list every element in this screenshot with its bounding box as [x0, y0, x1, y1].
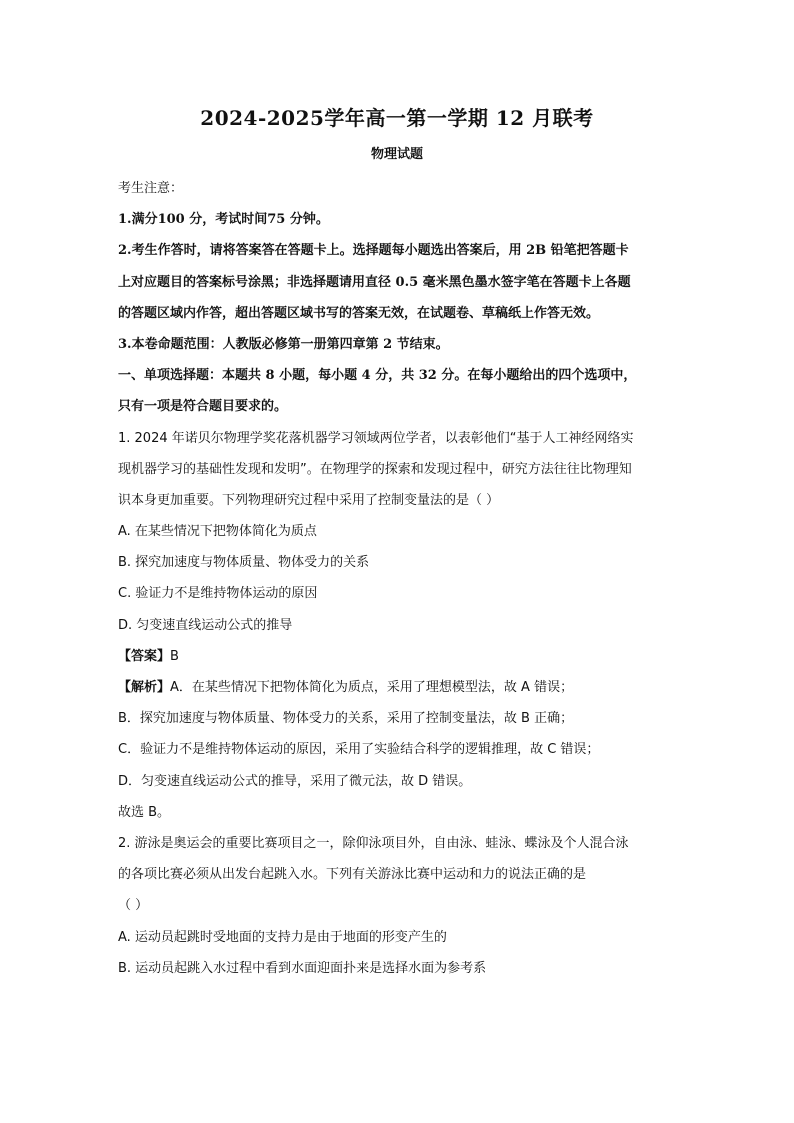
notice-heading: 考生注意：	[118, 181, 184, 196]
answer-tag: 【答案】	[118, 648, 171, 664]
notice-item: 2.考生作答时，请将答案答在答题卡上。选择题每小题选出答案后，用 2B 铅笔把答题卡	[118, 243, 629, 259]
question-stem-line: 1. 2024 年诺贝尔物理学奖花落机器学习领域两位学者，以表彰他们“基于人工神经网络实	[118, 430, 634, 446]
question-stem-line: 2. 游泳是奥运会的重要比赛项目之一，除仰泳项目外，自由泳、蛙泳、蝶泳及个人混合泳	[118, 835, 629, 851]
document-body	[118, 173, 678, 984]
question-stem-line: 现机器学习的基础性发现和发明”。在物理学的探索和发现过程中，研究方法往往比物理知	[118, 461, 632, 477]
page-title: 2024-2025学年高一第一学期 12 月联考	[200, 106, 594, 130]
page-subtitle: 物理试题	[370, 147, 423, 162]
analysis-text: C．验证力不是维持物体运动的原因，采用了实验结合科学的逻辑推理，故 C 错误；	[118, 742, 600, 758]
analysis-text: A．在某些情况下把物体简化为质点，采用了理想模型法，故 A 错误；	[170, 680, 574, 695]
analysis-line	[118, 672, 678, 703]
analysis-text: B．探究加速度与物体质量、物体受力的关系，采用了控制变量法，故 B 正确；	[118, 711, 574, 727]
analysis-tag: 【解析】	[118, 680, 171, 695]
question-stem-line: （ ）	[118, 898, 149, 914]
question-stem-line: 识本身更加重要。下列物理研究过程中采用了控制变量法的是（ ）	[118, 492, 500, 508]
option-d: D. 匀变速直线运动公式的推导	[118, 617, 293, 633]
notice-item: 3.本卷命题范围：人教版必修第一册第四章第 2 节结束。	[118, 336, 449, 352]
section-heading-cont: 只有一项是符合题目要求的。	[118, 399, 288, 415]
answer-line	[118, 641, 678, 672]
option-b: B. 探究加速度与物体质量、物体受力的关系	[118, 555, 370, 571]
question-stem-line: 的各项比赛必须从出发台起跳入水。下列有关游泳比赛中运动和力的说法正确的是	[118, 867, 587, 883]
notice-item: 1.满分100 分，考试时间75 分钟。	[118, 212, 329, 228]
answer-value: B	[170, 648, 179, 664]
option-a: A. 在某些情况下把物体简化为质点	[118, 524, 317, 540]
analysis-conclusion: 故选 B。	[118, 804, 171, 820]
option-c: C. 验证力不是维持物体运动的原因	[118, 586, 318, 602]
analysis-text: D．匀变速直线运动公式的推导，采用了微元法，故 D 错误。	[118, 773, 472, 789]
option-b: B. 运动员起跳入水过程中看到水面迎面扑来是选择水面为参考系	[118, 960, 487, 976]
section-heading: 一、单项选择题：本题共 8 小题，每小题 4 分，共 32 分。在每小题给出的四个选项中，	[118, 368, 637, 384]
notice-item: 上对应题目的答案标号涂黑；非选择题请用直径 0.5 毫米黑色墨水签字笔在答题卡上各题	[118, 274, 631, 290]
notice-item: 的答题区域内作答，超出答题区域书写的答案无效，在试题卷、草稿纸上作答无效。	[118, 305, 600, 321]
option-a: A. 运动员起跳时受地面的支持力是由于地面的形变产生的	[118, 929, 447, 945]
